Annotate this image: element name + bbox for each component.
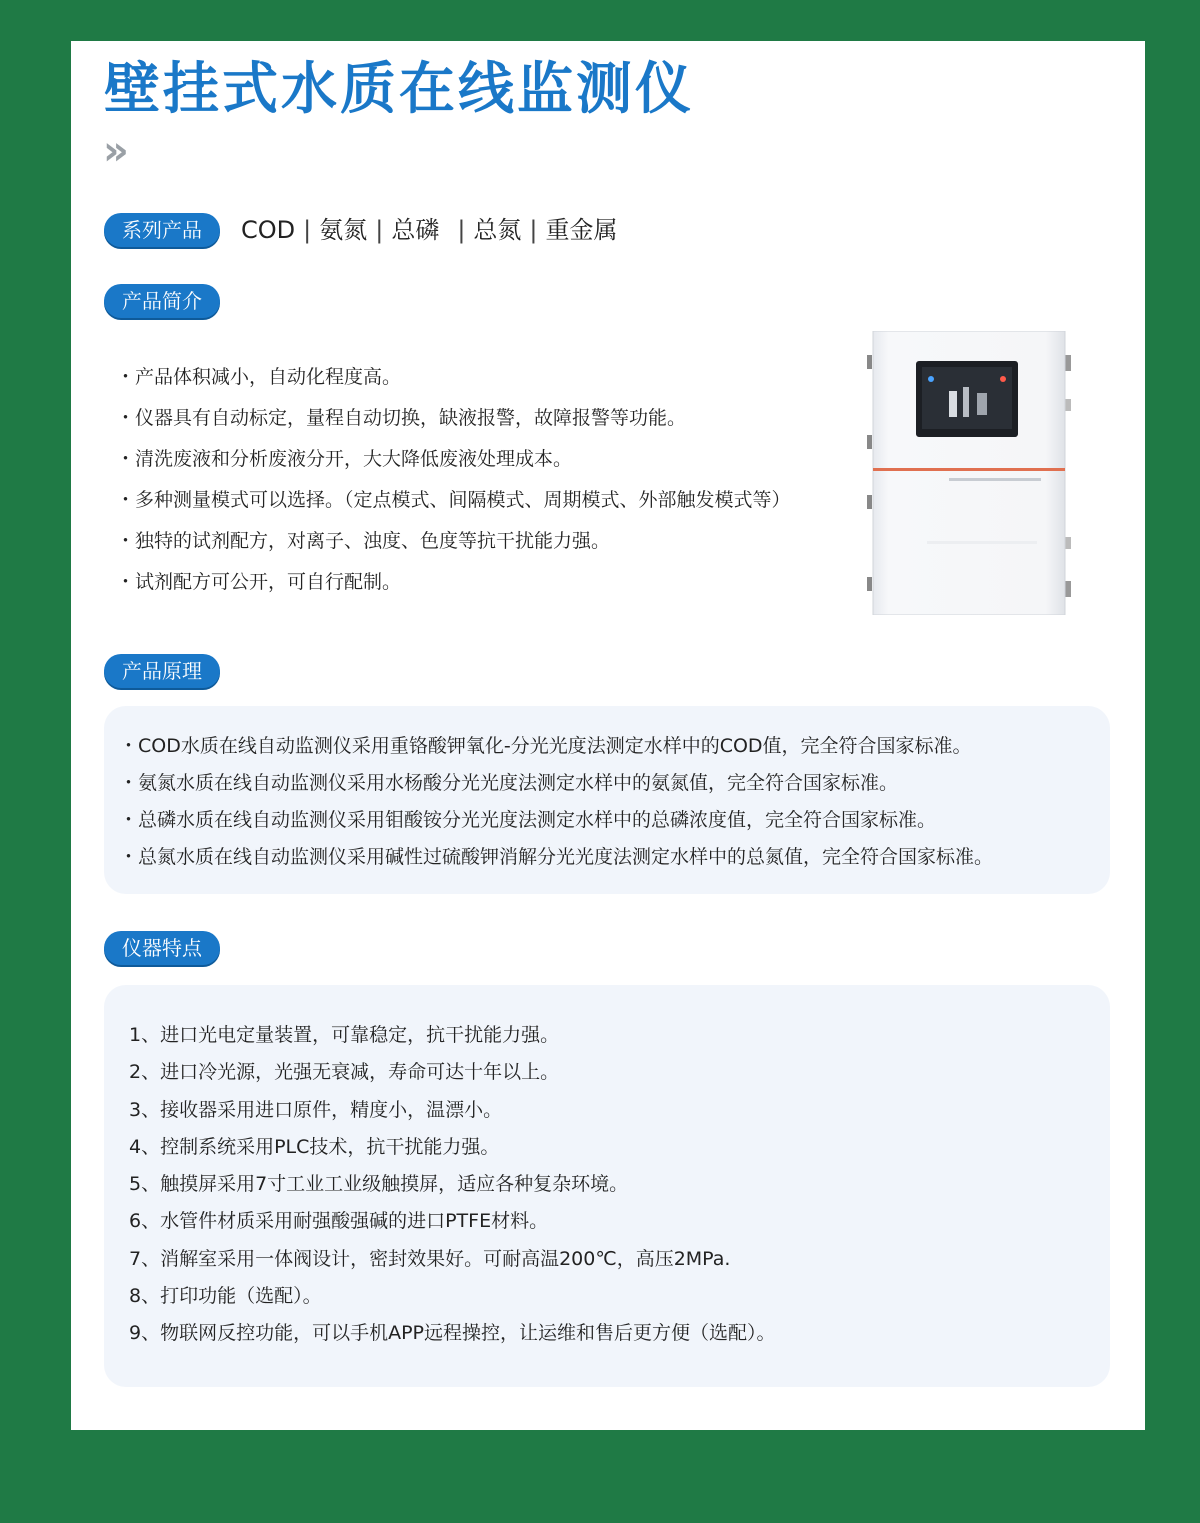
series-item: 总氮: [473, 216, 522, 244]
list-item: ・COD水质在线自动监测仪采用重铬酸钾氧化-分光光度法测定水样中的COD值，完全符合国家标准。: [119, 735, 972, 757]
principle-panel: [104, 706, 1110, 894]
features-label: 仪器特点: [104, 931, 220, 965]
list-item: 8、打印功能（选配）。: [129, 1285, 322, 1308]
list-item: ・仪器具有自动标定，量程自动切换，缺液报警，故障报警等功能。: [116, 407, 687, 429]
list-item: ・总磷水质在线自动监测仪采用钼酸铵分光光度法测定水样中的总磷浓度值，完全符合国家标准。: [119, 809, 937, 831]
list-item: 9、物联网反控功能，可以手机APP远程操控，让运维和售后更方便（选配）。: [129, 1322, 776, 1345]
list-item: 7、消解室采用一体阀设计，密封效果好。可耐高温200℃，高压2MPa.: [129, 1247, 731, 1270]
series-separator: |: [529, 216, 538, 244]
page-title: 壁挂式水质在线监测仪: [104, 57, 694, 122]
intro-label: 产品简介: [104, 284, 220, 318]
chevrons-icon: »: [103, 128, 119, 174]
features-panel: [104, 985, 1110, 1387]
series-separator: |: [303, 216, 312, 244]
series-separator: |: [375, 216, 384, 244]
series-list: [241, 213, 618, 247]
analyzer-device-image: [867, 331, 1077, 615]
series-separator: |: [457, 216, 466, 244]
brochure-page: [71, 41, 1145, 1430]
series-item: 氨氮: [319, 216, 368, 244]
series-item: COD: [241, 216, 296, 244]
list-item: 5、触摸屏采用7寸工业工业级触摸屏，适应各种复杂环境。: [129, 1173, 629, 1196]
intro-list: [116, 357, 856, 603]
list-item: 2、进口冷光源，光强无衰减，寿命可达十年以上。: [129, 1061, 560, 1084]
list-item: 1、进口光电定量装置，可靠稳定，抗干扰能力强。: [129, 1024, 560, 1046]
series-item: 重金属: [545, 216, 618, 244]
list-item: ・试剂配方可公开，可自行配制。: [116, 571, 402, 593]
series-label: 系列产品: [104, 213, 220, 247]
list-item: ・多种测量模式可以选择。（定点模式、间隔模式、周期模式、外部触发模式等）: [116, 489, 791, 511]
list-item: ・总氮水质在线自动监测仪采用碱性过硫酸钾消解分光光度法测定水样中的总氮值，完全符合国家标准。: [119, 846, 994, 868]
list-item: ・独特的试剂配方，对离子、浊度、色度等抗干扰能力强。: [116, 530, 611, 552]
list-item: ・产品体积减小，自动化程度高。: [116, 366, 402, 388]
features-list: [104, 985, 1110, 1353]
series-item: 总磷: [391, 216, 440, 244]
list-item: 3、接收器采用进口原件，精度小，温漂小。: [129, 1098, 503, 1121]
list-item: ・清洗废液和分析废液分开，大大降低废液处理成本。: [116, 448, 573, 470]
list-item: 6、水管件材质采用耐强酸强碱的进口PTFE材料。: [129, 1210, 549, 1233]
principle-list: [104, 706, 1110, 876]
list-item: ・氨氮水质在线自动监测仪采用水杨酸分光光度法测定水样中的氨氮值，完全符合国家标准。: [119, 772, 899, 794]
list-item: 4、控制系统采用PLC技术，抗干扰能力强。: [129, 1135, 500, 1158]
principle-label: 产品原理: [104, 654, 220, 688]
